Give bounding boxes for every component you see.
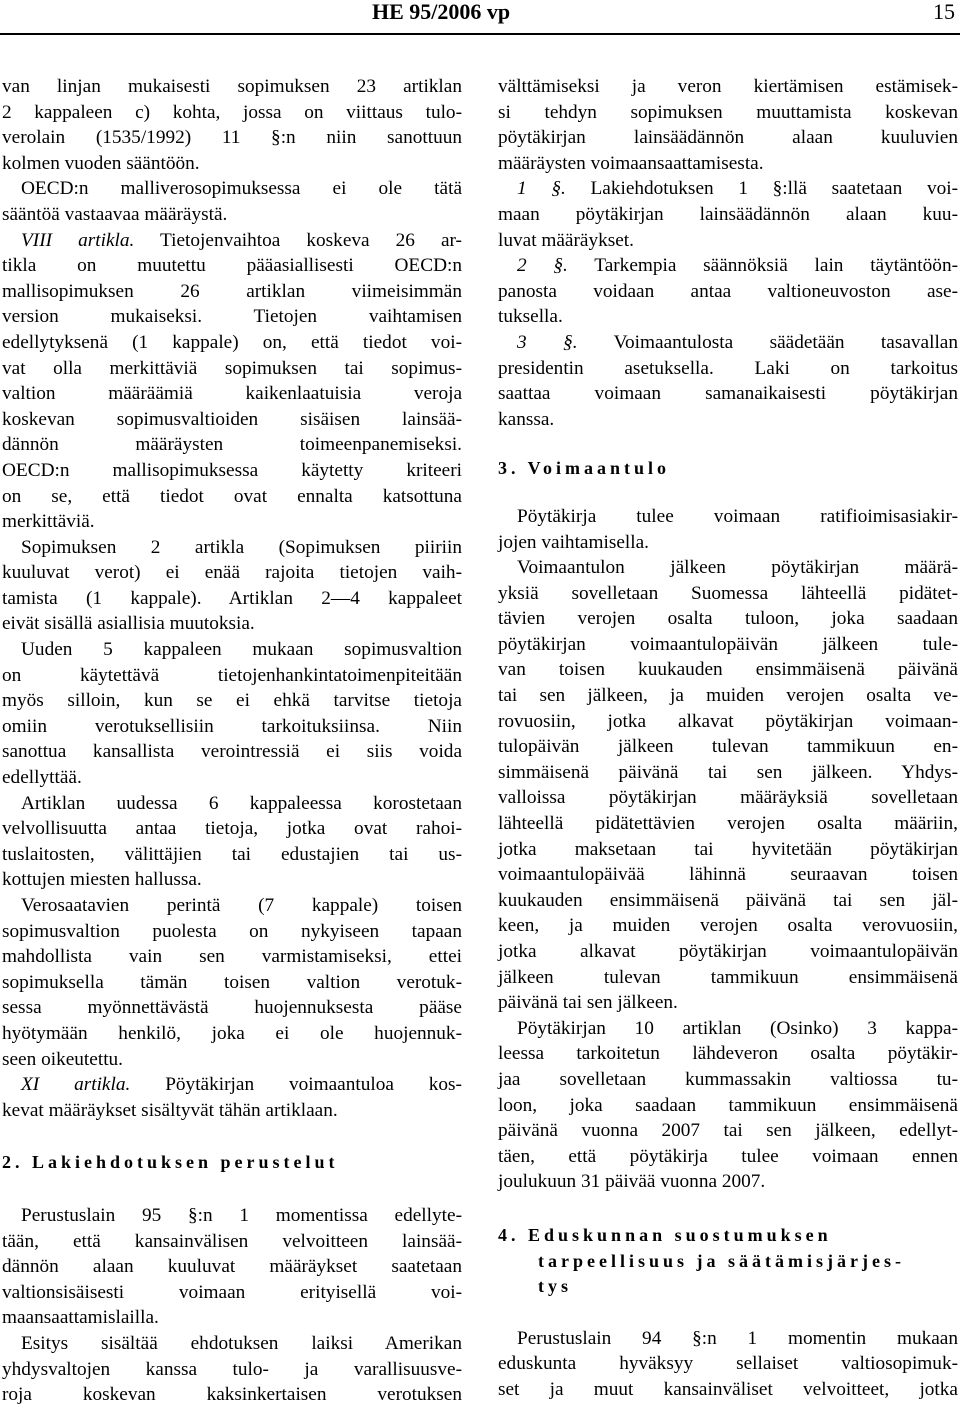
paragraph [498,330,958,432]
paragraph [2,176,462,227]
text-line: version mukaiseksi. Tietojen vaihtamisen [2,306,462,328]
text-line: kolmen vuoden sääntöön. [2,152,200,174]
text-line: Pöytäkirja tulee voimaan ratifioimisasiakir- [517,505,958,527]
text-line: sopimuksella tämän toisen valtion verotuk- [2,971,462,993]
text-line: van toisen kuukauden ensimmäisenä päivänä [498,659,958,681]
text-line: joulukuun 31 päivää vuonna 2007. [498,1171,766,1193]
text-line: Uuden 5 kappaleen mukaan sopimusvaltion [21,639,462,661]
text-line: on se, että tiedot ovat ennalta katsottuna [2,485,462,507]
text-line: päivänä vuonna 2007 tai sen jälkeen, edellyt- [498,1120,958,1142]
heading-line: tarpeellisuus ja säätämisjärjes- [538,1250,905,1271]
header-rule [0,33,960,35]
article-label: VIII artikla. [21,229,135,251]
text-line: jotka maksetaan tai hyvitetään pöytäkirjan [498,838,958,860]
text-line: tai sen jälkeen, ja muiden verojen osalta ve- [498,685,958,707]
text-line: edellytyksenä (1 kappale) on, että tiedot voi- [2,331,462,353]
article-label: XI artikla. [21,1074,131,1096]
paragraph [2,74,462,176]
text-line: määräysten voimaansaattamisesta. [498,152,764,174]
text-line: kevat määräykset sisältyvät tähän artiklaan. [2,1099,338,1121]
text-line: Perustuslain 94 §:n 1 momentin mukaan [517,1327,958,1349]
text-line: valloissa pöytäkirjan määräyksiä sovelletaan [498,787,958,809]
text-line: maansaattamislailla. [2,1307,159,1329]
paragraph [2,893,462,1072]
paragraph [498,1016,958,1195]
text-line: lähteellä pidätettävien verojen osalta määriin, [498,813,958,835]
text-line: mallisopimuksen 26 artiklan viimeisimmän [2,280,462,302]
text-line: XI artikla. Pöytäkirjan voimaantuloa kos- [21,1074,462,1096]
text-line: Sopimuksen 2 artikla (Sopimuksen piiriin [21,536,462,558]
text-line: kanssa. [498,408,555,430]
text-line: jaa sovelletaan kummassakin valtiossa tu- [498,1068,958,1090]
text-line: roja koskevan kaksinkertaisen verotuksen [2,1384,462,1406]
text-line: saattaa voimaan samanaikaisesti pöytäkirjan [498,383,958,405]
text-line: valtion määräämiä kaikenlaatuisia veroja [2,383,462,405]
text-line: 2 §. Tarkempia säännöksiä lain täytäntöön- [517,255,959,277]
text-line: velvollisuutta antaa tietoja, jotka ovat rahoi- [2,818,462,840]
text-line: keen, ja muiden verojen osalta verovuosiin, [498,915,958,937]
text-line: Artiklan uudessa 6 kappaleessa korostetaan [21,792,462,814]
text-line: omiin verotuksellisiin tarkoituksiinsa. Niin [2,715,462,737]
text-line: täen, että pöytäkirja tulee voimaan ennen [498,1145,958,1167]
heading-line: 4. Eduskunnan suostumuksen [498,1224,832,1245]
text-line: simmäisenä päivänä tai sen jälkeen. Yhdys- [498,761,958,783]
heading-line: tys [538,1276,572,1297]
text-line: jotka alkavat pöytäkirjan voimaantulopäivän [498,941,958,962]
text-line: tuslaitosten, välittäjien tai edustajien tai us- [2,843,462,865]
text-line: jojen vaihtamisella. [498,531,649,553]
document-id: HE 95/2006 vp [372,0,511,24]
text-line: panosta voidaan antaa valtioneuvoston ase- [498,280,958,302]
section-label: 1 §. [517,178,566,200]
text-line: tävien verojen osalta tuloon, joka saadaan [498,608,958,630]
text-line: si tehdyn sopimuksen muuttamista koskevan [498,101,958,123]
page-number: 15 [933,0,955,24]
text-line: valtionsisäisesti voimaan erityisellä voi- [2,1281,462,1303]
text-line: luvat määräykset. [498,229,634,251]
text-line: yhdysvaltojen kanssa tulo- ja varallisuusve- [2,1358,462,1380]
paragraph [498,1326,958,1403]
text-line: dännön määräysten toimeenpanemiseksi. [2,434,462,456]
text-line: kottujen miesten hallussa. [2,869,202,891]
text-line: leessa tarkoitetun lähdeveron osalta pöytäkir- [498,1043,958,1065]
text-line: sanottua kansallista verointressiä ei siis voida [2,741,462,763]
text-line: edellyttää. [2,767,82,789]
text-line: merkittäviä. [2,511,95,533]
paragraph [498,504,958,555]
text-line: myös silloin, kun se ei ehkä tarvitse tietoja [2,690,462,712]
paragraph [2,1072,462,1123]
paragraph [2,637,462,791]
section-heading: 3. Voimaantulo [498,458,671,479]
text-line: Voimaantulon jälkeen pöytäkirjan määrä- [517,557,958,579]
paragraph [2,1203,462,1331]
page-header [0,0,960,36]
text-line: verolain (1535/1992) 11 §:n niin sanottuun [2,127,462,149]
text-line: on käytettävä tietojenhankintatoimenpiteitään [2,664,462,686]
text-line: sessa myönnettävästä huojennuksesta pääse [2,997,462,1019]
text-line: 2 kappaleen c) kohta, jossa on viittaus tulo- [2,101,462,123]
text-line: 1 §. Lakiehdotuksen 1 §:llä saatetaan voi- [517,178,959,200]
text-line: voimaantulopäivää lähinnä seuraavan toisen [498,864,958,886]
text-line: yksiä sovelletaan Suomessa lähteellä pidätet- [498,582,958,604]
text-line: pöytäkirjan lainsäädännön alaan kuuluvien [498,127,958,149]
text-line: vat olla merkittäviä sopimuksen tai sopimus- [2,357,462,379]
text-line: Perustuslain 95 §:n 1 momentissa edellyte- [21,1204,462,1226]
text-line: sääntöä vastaavaa määräystä. [2,203,228,225]
text-line: OECD:n malliverosopimuksessa ei ole tätä [21,178,462,200]
text-line: tuksella. [498,306,563,328]
text-line: loon, joka saadaan tammikuun ensimmäisenä [498,1094,958,1116]
text-line: set ja muut kansainväliset velvoitteet, jotka [498,1378,958,1400]
left-column [2,74,462,1408]
text-line: tikla on muutettu pääasiallisesti OECD:n [2,255,462,277]
text-line: hyötymään henkilö, joka ei ole huojennuk- [2,1022,462,1044]
paragraph [2,1331,462,1408]
text-line: kuukauden ensimmäisenä päivänä tai sen jäl- [498,889,958,911]
text-line: dännön alaan kuuluvat määräykset saatetaan [2,1256,462,1278]
text-line: tään, että kansainvälisen velvoitteen lainsää- [2,1230,462,1252]
text-line: tulopäivän jälkeen tulevan tammikuun en- [498,736,958,758]
paragraph [498,74,958,176]
text-line: presidentin asetuksella. Laki on tarkoitus [498,357,958,379]
paragraph [2,535,462,637]
text-line: eduskunta hyväksyy sellaiset valtiosopimuk- [498,1353,958,1375]
section-label: 3 §. [517,331,578,353]
text-line: kuuluvat verot) ei enää rajoita tietojen vaih- [2,562,462,584]
text-line: seen oikeutettu. [2,1048,124,1070]
text-line: 3 §. Voimaantulosta säädetään tasavallan [517,331,959,353]
section-heading: 2. Lakiehdotuksen perustelut [2,1152,339,1173]
paragraph [2,228,462,535]
right-column [498,74,958,1403]
text-line: koskevan sopimusvaltioiden sisäisen lainsää- [2,408,462,430]
text-line: OECD:n mallisopimuksessa käytetty kriteeri [2,459,462,481]
paragraph [498,176,958,253]
text-line: rovuosiin, jotka alkavat pöytäkirjan voimaan- [498,710,958,732]
text-line: maan pöytäkirjan lainsäädännön alaan kuu- [498,203,958,225]
paragraph [498,253,958,330]
text-line: VIII artikla. Tietojenvaihtoa koskeva 26 ar- [21,229,462,251]
text-line: päivänä tai sen jälkeen. [498,992,678,1014]
text-line: Verosaatavien perintä (7 kappale) toisen [21,895,462,916]
text-line: Pöytäkirjan 10 artiklan (Osinko) 3 kappa- [517,1017,958,1039]
text-line: Esitys sisältää ehdotuksen laiksi Amerikan [21,1332,462,1354]
text-line: sopimusvaltion puolesta on nykyiseen tapaan [2,920,462,942]
section-label: 2 §. [517,255,568,277]
text-line: eivät sisällä asiallisia muutoksia. [2,613,255,635]
text-line: tamista (1 kappale). Artiklan 2—4 kappaleet [2,587,462,609]
text-line: jälkeen tulevan tammikuun ensimmäisenä [498,966,958,988]
text-line: välttämiseksi ja veron kiertämisen estämisek- [498,76,958,97]
text-line: pöytäkirjan voimaantulopäivän jälkeen tule- [498,633,958,655]
text-line: van linjan mukaisesti sopimuksen 23 artiklan [2,76,462,97]
paragraph [2,791,462,893]
text-line: mahdollista vain sen varmistamiseksi, ettei [2,946,462,968]
section-heading [498,1223,958,1300]
paragraph [498,555,958,1016]
